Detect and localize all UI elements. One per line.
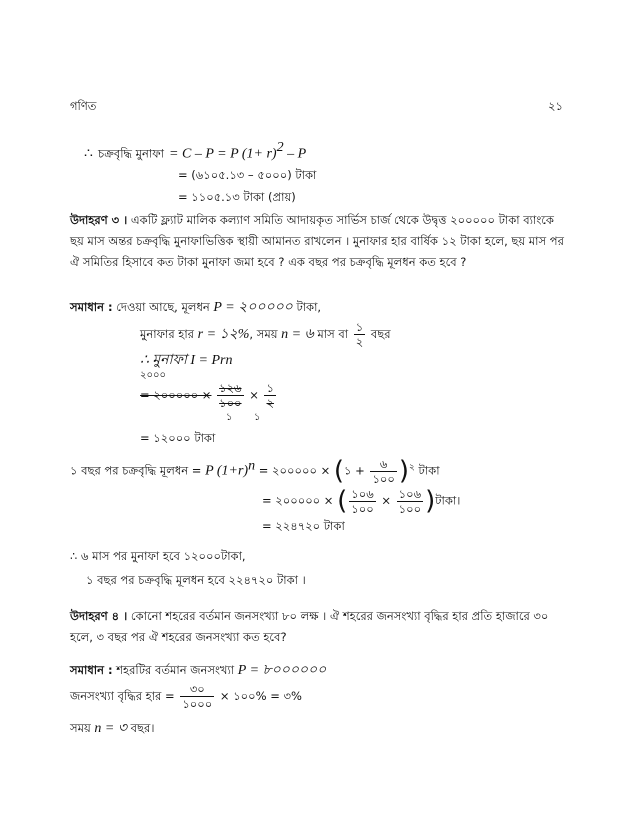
growth-rate: জনসংখ্যা বৃদ্ধির হার = $\frac{৩০}{১০০০}$ × ১০০% = ৩% <box>70 682 302 711</box>
solution-3-given: সমাধান : দেওয়া আছে, মূলধন P = ২০০০০০ টাকা, <box>70 300 322 315</box>
step-cancel-one-a: ১ <box>226 412 233 423</box>
step-cancel-one-b: ১ <box>254 412 261 423</box>
compound-profit-equation: ∴ চক্রবৃদ্ধি মুনাফা = C – P = P $(1+ r)^2 - P$ <box>84 140 307 162</box>
example-3-text: একটি ফ্ল্যাট মালিক কল্যাণ সমিতি আদায়কৃত সার্ভিস চার্জ থেকে উদ্বৃত্ত ২০০০০০ টাকা ব্যাংকে ছয় মাস অন্তর চক্রবৃদ্ধি মুনাফাভিত্তিক স্থায়ী আমানত রাখলেন । মুনাফার হার বার্ষিক ১২ টাকা হলে, ছয় মাস পর ঐ সমিতির হিসাবে কত টাকা মুনাফা জমা হবে ? এক বছর পর চক্রবৃদ্ধি মূলধন কত হবে ? <box>70 213 564 269</box>
conclusion-profit: ∴ ৬ মাস পর মুনাফা হবে ১২০০০টাকা, <box>70 549 246 563</box>
page-number: ২১ <box>548 99 563 113</box>
compound-principal-equation: ১ বছর পর চক্রবৃদ্ধি মূলধন = P $(1+r)^n$ = ২০০০০০ × (১ + $\frac{৬}{১০০}$ )$^২$ টাকা <box>70 456 440 486</box>
conclusion-principal: ১ বছর পর চক্রবৃদ্ধি মূলধন হবে ২২৪৭২০ টাকা । <box>86 573 306 587</box>
compound-profit-step: = (৬১০৫.১৩ – ৫০০০) টাকা <box>178 168 317 182</box>
profit-formula: ∴ মুনাফা I = Prn <box>140 353 233 368</box>
compound-principal-step: = ২০০০০০ × ( $\frac{১০৬}{১০০}$ × $\frac{১০৬}{১০০}$ )টাকা। <box>262 486 461 516</box>
running-header-subject: গণিত <box>70 99 97 113</box>
example-4-title: উদাহরণ ৪ । <box>70 609 128 623</box>
half-fraction: $\frac{১}{২}$ <box>355 320 364 349</box>
profit-result: = ১২০০০ টাকা <box>140 431 216 445</box>
example-3-title: উদাহরণ ৩ । <box>70 213 128 227</box>
solution-4-given: সমাধান : শহরটির বর্তমান জনসংখ্যা P = ৮০০০০০০ <box>70 663 327 678</box>
example-4 <box>70 606 570 648</box>
example-3 <box>70 210 570 273</box>
compound-profit-result: = ১১০৫.১৩ টাকা (প্রায়) <box>178 190 296 204</box>
example-4-text: কোনো শহরের বর্তমান জনসংখ্যা ৮০ লক্ষ । ঐ শহরের জনসংখ্যা বৃদ্ধির হার প্রতি হাজারে ৩০ হলে, ৩ বছর পর ঐ শহরের জনসংখ্যা কত হবে? <box>70 609 549 644</box>
compound-principal-result: = ২২৪৭২০ টাকা <box>262 519 345 533</box>
rate-and-time: মুনাফার হার r = ১২%, সময় n = ৬ মাস বা $\frac{১}{২}$ বছর <box>140 320 391 349</box>
step-cancel-top: ২০০০ <box>140 370 167 381</box>
time-period: সময় n = ৩ বছর। <box>70 721 155 736</box>
cancellation-step: = ২০০০০০ × $\frac{১২৬}{১০০}$ × $\frac{১}{২}$ <box>140 381 274 410</box>
